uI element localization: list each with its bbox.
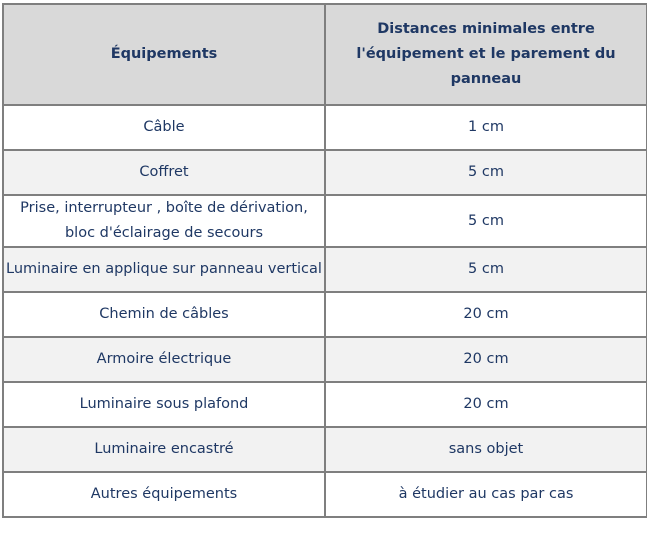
table-row — [3, 427, 647, 472]
cell-distance: 5 cm — [325, 247, 647, 292]
distance-table — [2, 3, 647, 518]
header-row — [3, 4, 647, 105]
cell-distance: sans objet — [325, 427, 647, 472]
table-body — [3, 105, 647, 517]
cell-equipment: Armoire électrique — [3, 337, 325, 382]
cell-distance: 20 cm — [325, 292, 647, 337]
table-row — [3, 337, 647, 382]
table-row — [3, 382, 647, 427]
cell-equipment: Coffret — [3, 150, 325, 195]
header-equipment: Équipements — [3, 4, 325, 105]
table-row — [3, 195, 647, 247]
cell-distance: 1 cm — [325, 105, 647, 150]
cell-distance: à étudier au cas par cas — [325, 472, 647, 517]
cell-equipment: Luminaire sous plafond — [3, 382, 325, 427]
cell-distance: 5 cm — [325, 195, 647, 247]
cell-equipment: Chemin de câbles — [3, 292, 325, 337]
table-row — [3, 105, 647, 150]
cell-equipment: Luminaire en applique sur panneau vertical — [3, 247, 325, 292]
cell-equipment: Câble — [3, 105, 325, 150]
header-distance: Distances minimales entre l'équipement et le parement du panneau — [325, 4, 647, 105]
table-row — [3, 472, 647, 517]
cell-equipment: Luminaire encastré — [3, 427, 325, 472]
table-row — [3, 292, 647, 337]
table-row — [3, 247, 647, 292]
cell-equipment: Prise, interrupteur , boîte de dérivation, bloc d'éclairage de secours — [3, 195, 325, 247]
table-header — [3, 4, 647, 105]
cell-distance: 20 cm — [325, 337, 647, 382]
cell-equipment: Autres équipements — [3, 472, 325, 517]
cell-distance: 5 cm — [325, 150, 647, 195]
cell-distance: 20 cm — [325, 382, 647, 427]
table-row — [3, 150, 647, 195]
